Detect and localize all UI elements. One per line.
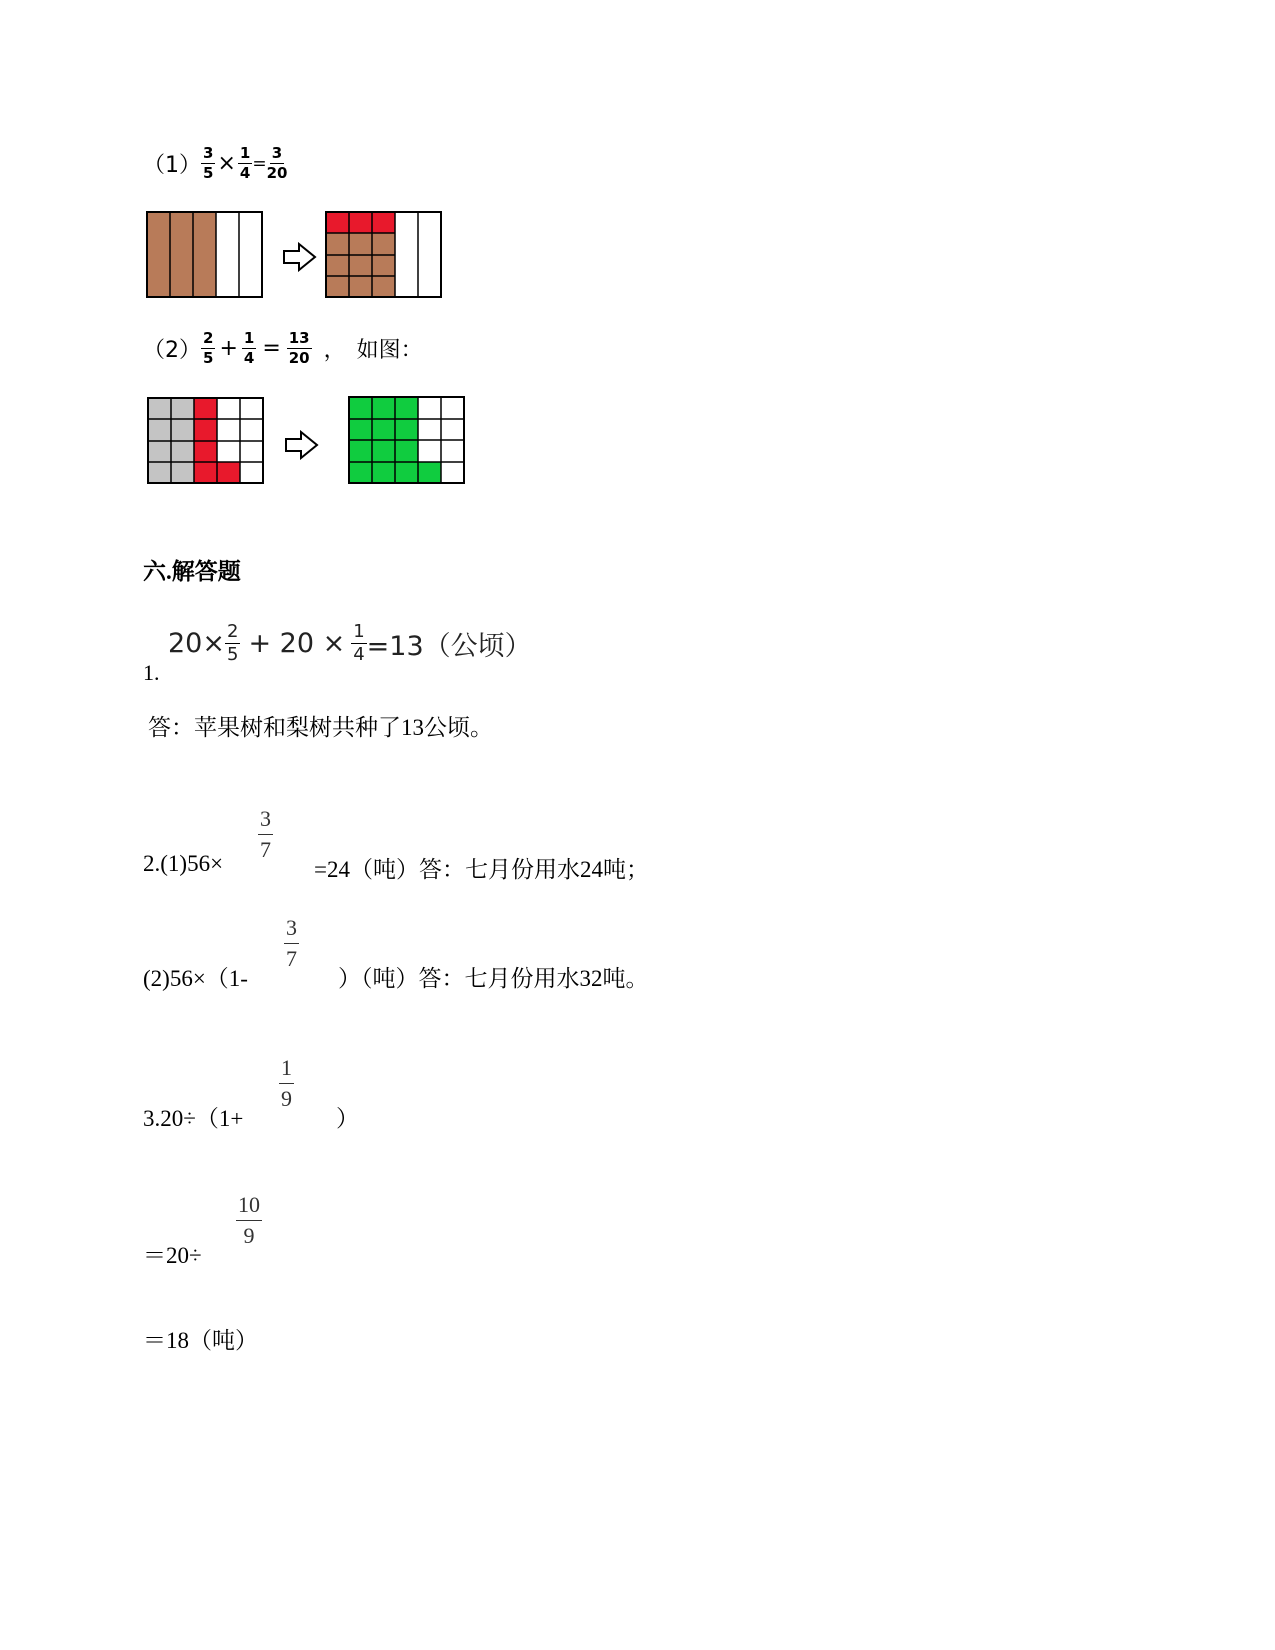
part1-label: （1）: [143, 153, 201, 178]
expr: + 20 ×: [248, 628, 346, 659]
red-region: [217, 462, 240, 483]
q2-line2-b: ）（吨）答：七月份用水32吨。: [338, 966, 649, 991]
fraction: $\frac{1}{4}$: [353, 621, 365, 665]
q3-line2-fraction: $\frac{10}{9}$: [238, 1192, 260, 1248]
operator: ×: [217, 151, 236, 176]
part1-figure-right: [325, 211, 443, 299]
expr: 20×: [168, 628, 225, 659]
part1-equation: [143, 146, 287, 181]
q2-line1-a: 2.(1)56×: [143, 851, 224, 876]
fraction-grid: [348, 396, 468, 485]
section-title: 六.解答题: [143, 559, 241, 584]
operator: +: [219, 336, 238, 361]
q3-line3: ＝18（吨）: [143, 1328, 258, 1353]
q3-line1-a: 3.20÷（1+: [143, 1106, 244, 1131]
fraction-grid: [147, 397, 267, 485]
q1-answer: 答：苹果树和梨树共种了13公顷。: [148, 715, 493, 740]
equals: =: [252, 153, 267, 174]
q2-line2-fraction: $\frac{3}{7}$: [286, 915, 297, 971]
highlight-region: [326, 212, 395, 233]
arrow-right-icon: [284, 430, 320, 460]
q3-line1-b: ）: [336, 1106, 359, 1131]
part2-figure-right: [348, 396, 468, 485]
equals: =: [262, 336, 281, 361]
q2-line1-b: =24（吨）答：七月份用水24吨；: [314, 857, 649, 882]
fraction: $\frac{2}{5}$: [226, 621, 239, 665]
fraction: $\frac{13}{20}$: [288, 329, 310, 367]
q1-number: 1.: [143, 660, 160, 685]
part2-label: （2）: [143, 338, 201, 363]
q1-equation: [168, 623, 532, 664]
fraction: $\frac{3}{20}$: [266, 144, 288, 182]
part2-equation: [143, 331, 423, 366]
fraction-grid: [325, 211, 443, 299]
q2-line2-a: (2)56×（1-: [143, 966, 248, 991]
fraction-grid: [146, 211, 264, 298]
q3-line2-a: ＝20÷: [143, 1243, 202, 1268]
fraction: $\frac{1}{4}$: [243, 329, 255, 367]
green-region: [418, 462, 441, 483]
part2-suffix: ， 如图：: [323, 338, 423, 363]
expr: =13（公顷）: [366, 631, 532, 662]
q2-line1-fraction: $\frac{3}{7}$: [260, 806, 271, 862]
shaded-region: [147, 212, 216, 297]
fraction: $\frac{2}{5}$: [203, 329, 214, 367]
part2-figure-left: [147, 397, 267, 485]
arrow-right-icon: [282, 242, 318, 272]
fraction: $\frac{3}{5}$: [203, 144, 214, 182]
part1-figure-left: [146, 211, 264, 298]
q3-line1-fraction: $\frac{1}{9}$: [281, 1055, 292, 1111]
fraction: $\frac{1}{4}$: [239, 144, 251, 182]
